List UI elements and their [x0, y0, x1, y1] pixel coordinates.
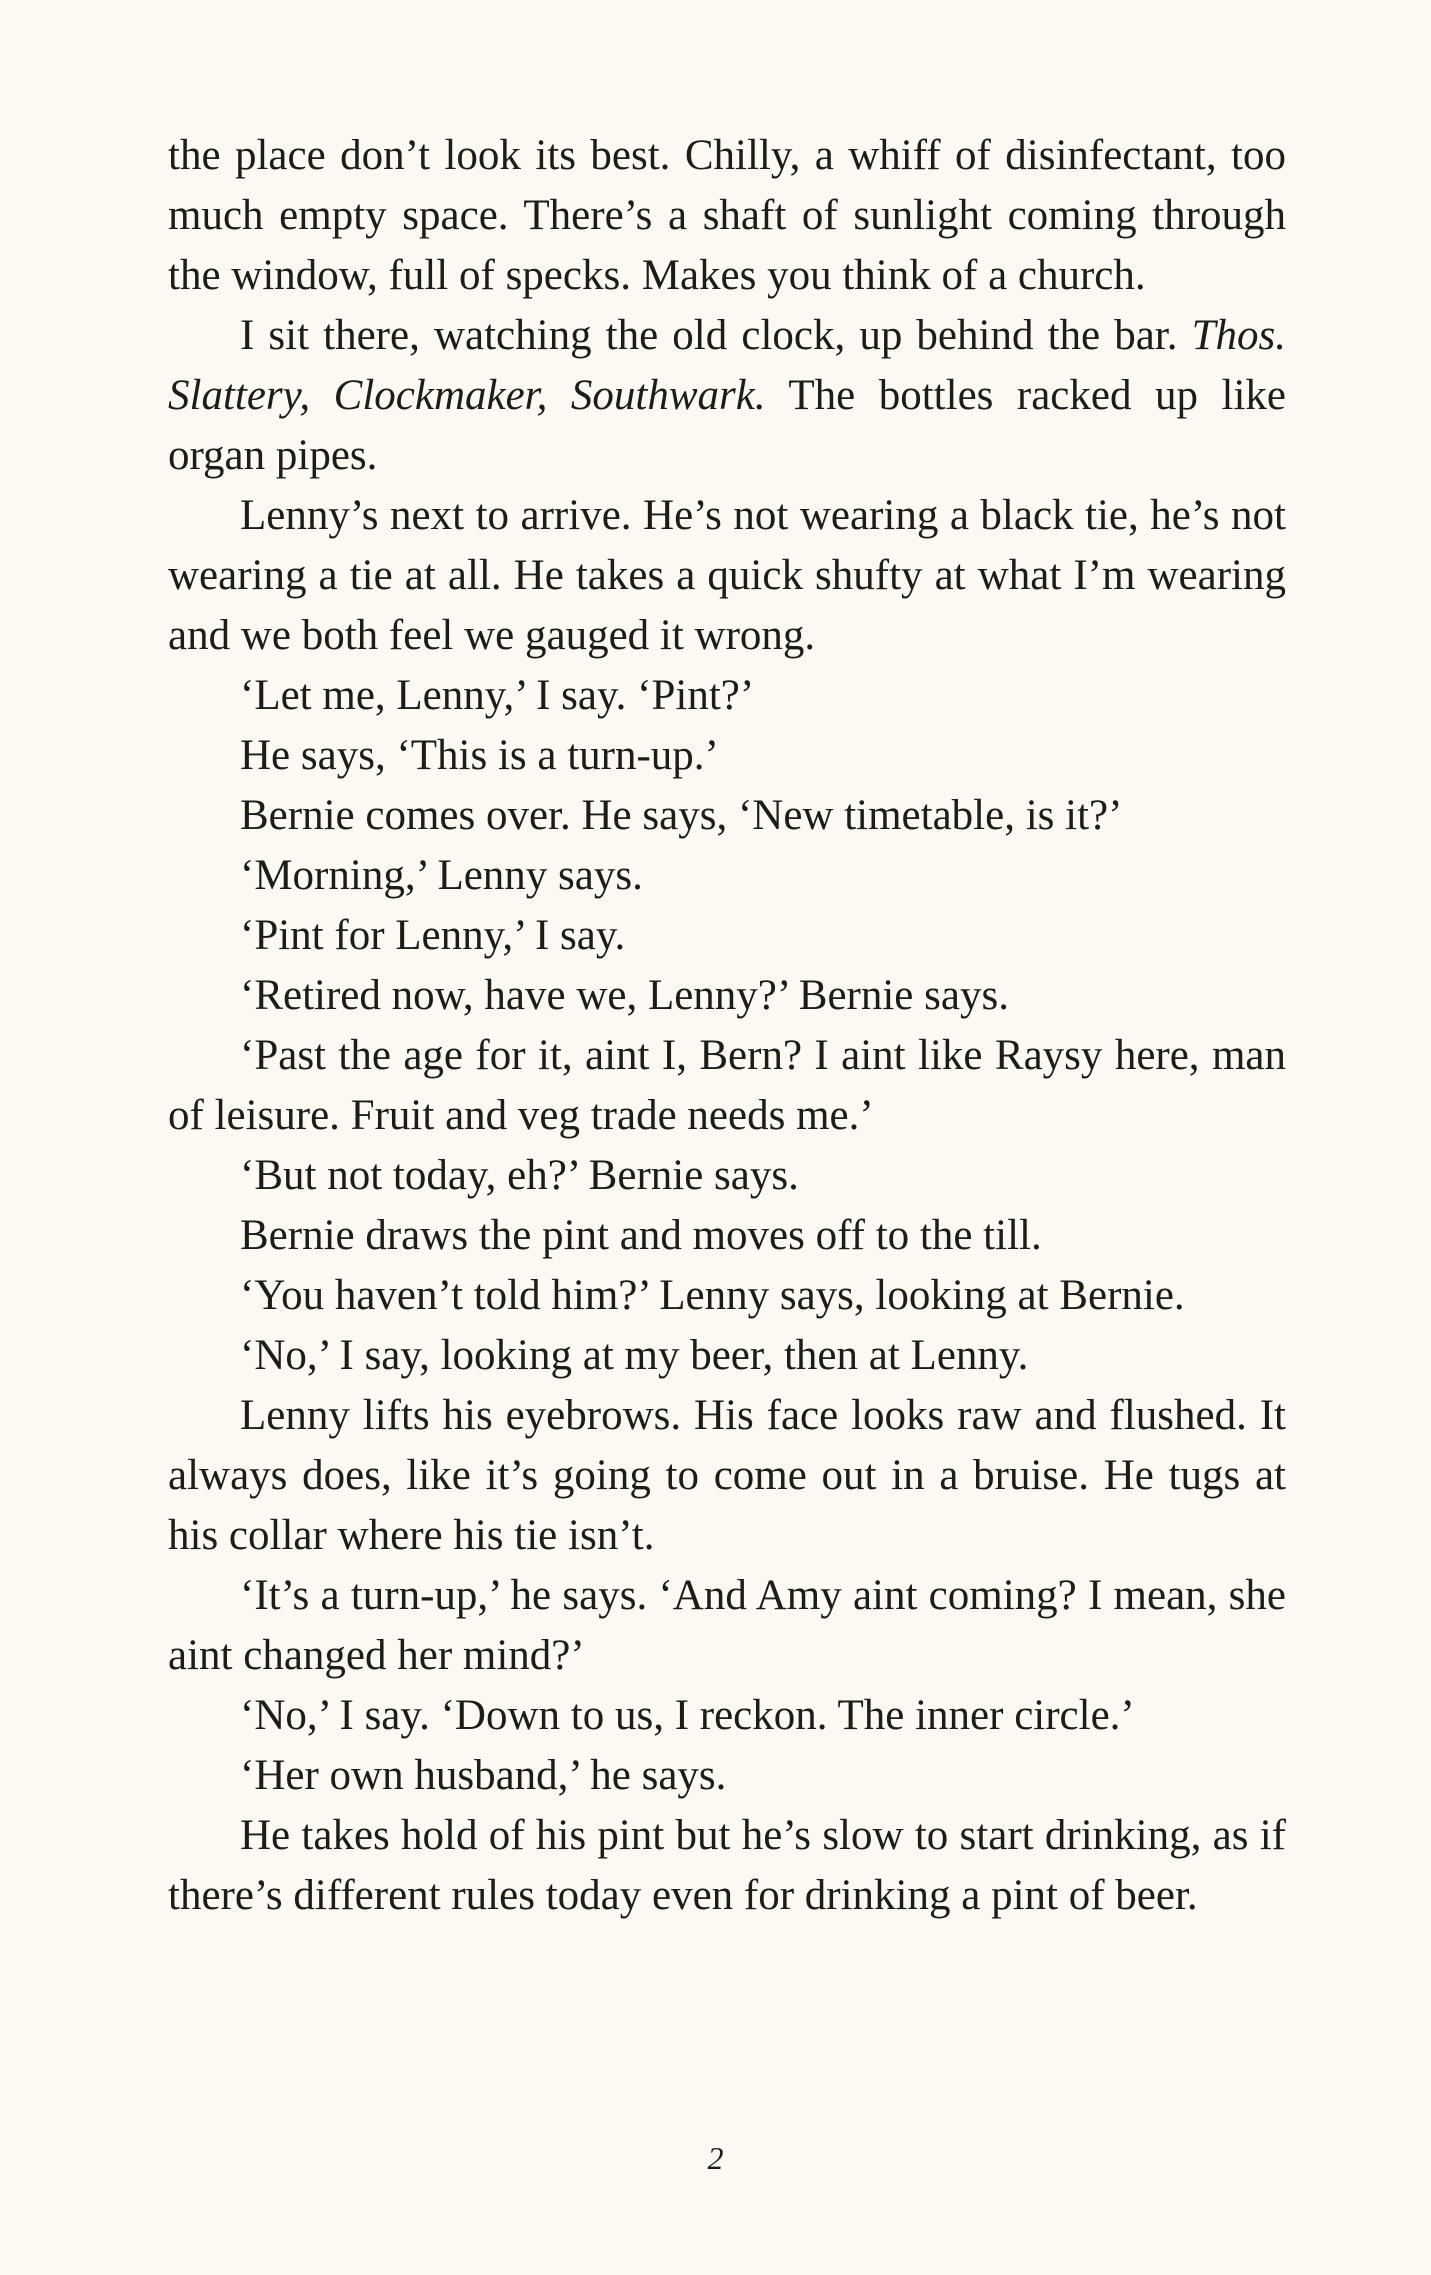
- body-text: [168, 126, 1286, 1926]
- paragraph: ‘Pint for Lenny,’ I say.: [240, 912, 626, 959]
- paragraph: Bernie draws the pint and moves off to the till.: [240, 1212, 1042, 1259]
- paragraph: He takes hold of his pint but he’s slow to start drinking, as if there’s different rules today even for drinking a pint of beer.: [168, 1812, 1286, 1919]
- page-number: 2: [707, 2140, 724, 2176]
- paragraph: ‘But not today, eh?’ Bernie says.: [240, 1152, 799, 1199]
- paragraph: ‘You haven’t told him?’ Lenny says, looking at Bernie.: [240, 1272, 1185, 1319]
- paragraph-text: I sit there, watching the old clock, up behind the bar.: [240, 312, 1192, 359]
- paragraph-text: The bottles racked up like organ pipes.: [168, 372, 1286, 479]
- paragraph: He says, ‘This is a turn-up.’: [240, 732, 719, 779]
- paragraph: Bernie comes over. He says, ‘New timetable, is it?’: [240, 792, 1123, 839]
- paragraph: [168, 306, 1286, 486]
- clock-inscription: Thos. Slattery, Clockmaker, Southwark.: [168, 312, 1286, 419]
- paragraph: ‘Retired now, have we, Lenny?’ Bernie says.: [240, 972, 1009, 1019]
- paragraph: ‘Morning,’ Lenny says.: [240, 852, 643, 899]
- paragraph: ‘Past the age for it, aint I, Bern? I aint like Raysy here, man of leisure. Fruit and veg trade needs me.’: [168, 1032, 1286, 1139]
- paragraph: Lenny lifts his eyebrows. His face looks raw and flushed. It always does, like it’s going to come out in a bruise. He tugs at his collar where his tie isn’t.: [168, 1392, 1286, 1559]
- paragraph: ‘It’s a turn-up,’ he says. ‘And Amy aint coming? I mean, she aint changed her mind?’: [168, 1572, 1286, 1679]
- paragraph: Lenny’s next to arrive. He’s not wearing a black tie, he’s not wearing a tie at all. He takes a quick shufty at what I’m wearing and we both feel we gauged it wrong.: [168, 492, 1286, 659]
- paragraph: the place don’t look its best. Chilly, a whiff of disinfectant, too much empty space. There’s a shaft of sunlight coming through the window, full of specks. Makes you think of a church.: [168, 132, 1286, 299]
- paragraph: ‘No,’ I say. ‘Down to us, I reckon. The inner circle.’: [240, 1692, 1135, 1739]
- paragraph: ‘No,’ I say, looking at my beer, then at Lenny.: [240, 1332, 1029, 1379]
- paragraph: ‘Her own husband,’ he says.: [240, 1752, 727, 1799]
- paragraph: ‘Let me, Lenny,’ I say. ‘Pint?’: [240, 672, 755, 719]
